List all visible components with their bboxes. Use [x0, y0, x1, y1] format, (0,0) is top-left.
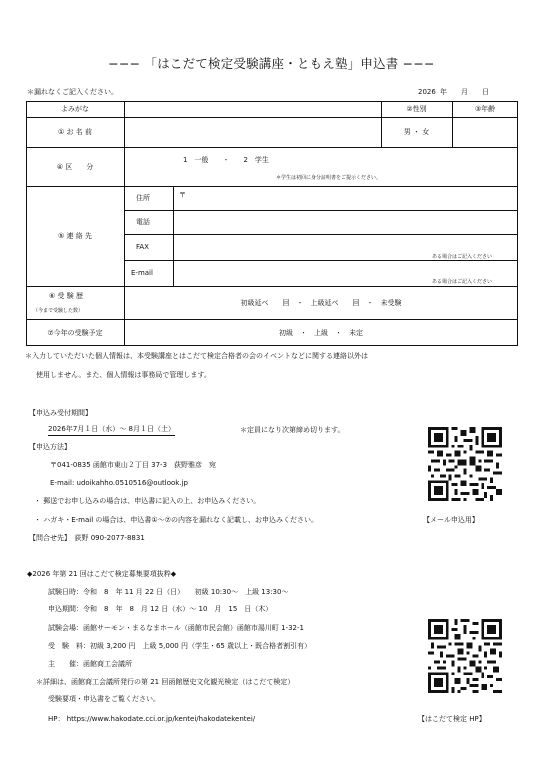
- address-label: 住所: [136, 194, 150, 202]
- yomigana-field[interactable]: [126, 103, 379, 115]
- category-options[interactable]: 1 一般 ・ 2 学生: [183, 156, 269, 164]
- hp-qr-code[interactable]: [428, 619, 502, 693]
- postal-mark: 〒: [179, 191, 186, 199]
- apply-period: 申込期間：令和 8 年 8 月 12 日（水）～ 10 月 15 日（木）: [48, 605, 273, 613]
- gender-options[interactable]: 男 ・ 女: [403, 128, 430, 136]
- age-header: ③年齢: [474, 105, 496, 113]
- email-label: E-mail: [131, 269, 153, 277]
- email-note: ある場合はご記入ください: [432, 279, 493, 285]
- period-text: 2026年7月１日（水）～ 8月１日（土）: [48, 424, 175, 436]
- form-title: −−− 「はこだて検定受験講座・ともえ塾」申込書 −−−: [108, 56, 435, 71]
- homepage-link[interactable]: HP： https://www.hakodate.cci.or.jp/kentei/hakodatekentei/: [48, 715, 256, 723]
- history-label: ⑥ 受 験 歴: [49, 292, 83, 300]
- detail-note-line2: 受験要項・申込書をご覧ください。: [48, 695, 160, 703]
- period-heading: 【申込み受付期間】: [29, 409, 92, 417]
- email-instructions: ・ ハガキ・E-mail の場合は、申込書①～⑦の内容を漏れなく記載し、お申込みください。: [34, 516, 318, 524]
- exam-date: 試験日時：令和 8 年 11 月 22 日（日） 初級 10:30～ 上級 13:30～: [48, 588, 289, 596]
- student-note: ＊学生は初回に身分証明書をご提示ください。: [276, 175, 382, 181]
- address-field[interactable]: [190, 188, 516, 208]
- history-sub: （今まで受験した数）: [33, 308, 84, 314]
- exam-venue: 試験会場：函館サーモン・まるなまホール（函館市民会館）函館市湯川町 1-32-1: [48, 624, 304, 632]
- category-label: ④ 区 分: [56, 162, 94, 171]
- exam-fee: 受 験 料：初級 3,200 円 上級 5,000 円（学生・65 歳以上・既合格者割引有）: [48, 642, 312, 650]
- history-options[interactable]: 初級延べ 回 ・ 上級延べ 回 ・ 未受験: [240, 298, 402, 307]
- mail-qr-code[interactable]: [428, 427, 502, 501]
- contact-label: ⑤ 連 絡 先: [58, 232, 92, 240]
- gender-header: ②性別: [406, 105, 427, 113]
- qr-hp-caption: 【はこだて検定 HP】: [418, 715, 486, 723]
- name-field[interactable]: [126, 119, 379, 145]
- period-note: ＊定員になり次第締め切ります。: [240, 426, 345, 434]
- exam-heading: ◆2026 年第 21 回はこだて検定募集要項抜粋◆: [27, 570, 177, 578]
- detail-note-line1: ＊詳細は、函館商工会議所発行の第 21 回函館歴史文化観光検定（はこだて検定）: [36, 678, 295, 686]
- plan-label: ⑦今年の受験予定: [47, 328, 103, 337]
- qr-mail-caption: 【メール申込用】: [423, 516, 479, 524]
- fax-label: FAX: [136, 243, 149, 251]
- privacy-note-line2: 使用しません。また、個人情報は事務局で管理します。: [36, 371, 211, 379]
- organizer: 主 催：函館商工会議所: [48, 660, 132, 668]
- contact-line: 【問合せ先】 荻野 090-2077-8831: [29, 534, 145, 542]
- mail-address: 〒041-0835 函館市東山２丁目 37-3 荻野雅彦 宛: [50, 461, 217, 469]
- plan-options[interactable]: 初級 ・ 上級 ・ 未定: [279, 328, 363, 337]
- phone-label: 電話: [136, 218, 150, 226]
- date-line: 2026 年 月 日: [418, 88, 490, 96]
- age-field[interactable]: [454, 119, 516, 145]
- postal-instructions: ・ 郵送でお申し込みの場合は、申込書に記入の上、お申込みください。: [34, 497, 261, 505]
- fax-note: ある場合はご記入ください: [432, 254, 493, 260]
- name-label: ① お 名 前: [58, 128, 92, 136]
- fill-note: ＊漏れなくご記入ください。: [27, 88, 118, 96]
- method-heading: 【申込方法】: [29, 443, 71, 451]
- privacy-note-line1: ＊入力していただいた個人情報は、本受験講座とはこだて検定合格者の会のイベントなどに関する連絡以外は: [25, 352, 368, 360]
- phone-field[interactable]: [175, 212, 516, 232]
- email-address[interactable]: E-mail: udoikahho.0510516@outlook.jp: [50, 479, 188, 487]
- yomigana-label: よみがな: [61, 105, 89, 113]
